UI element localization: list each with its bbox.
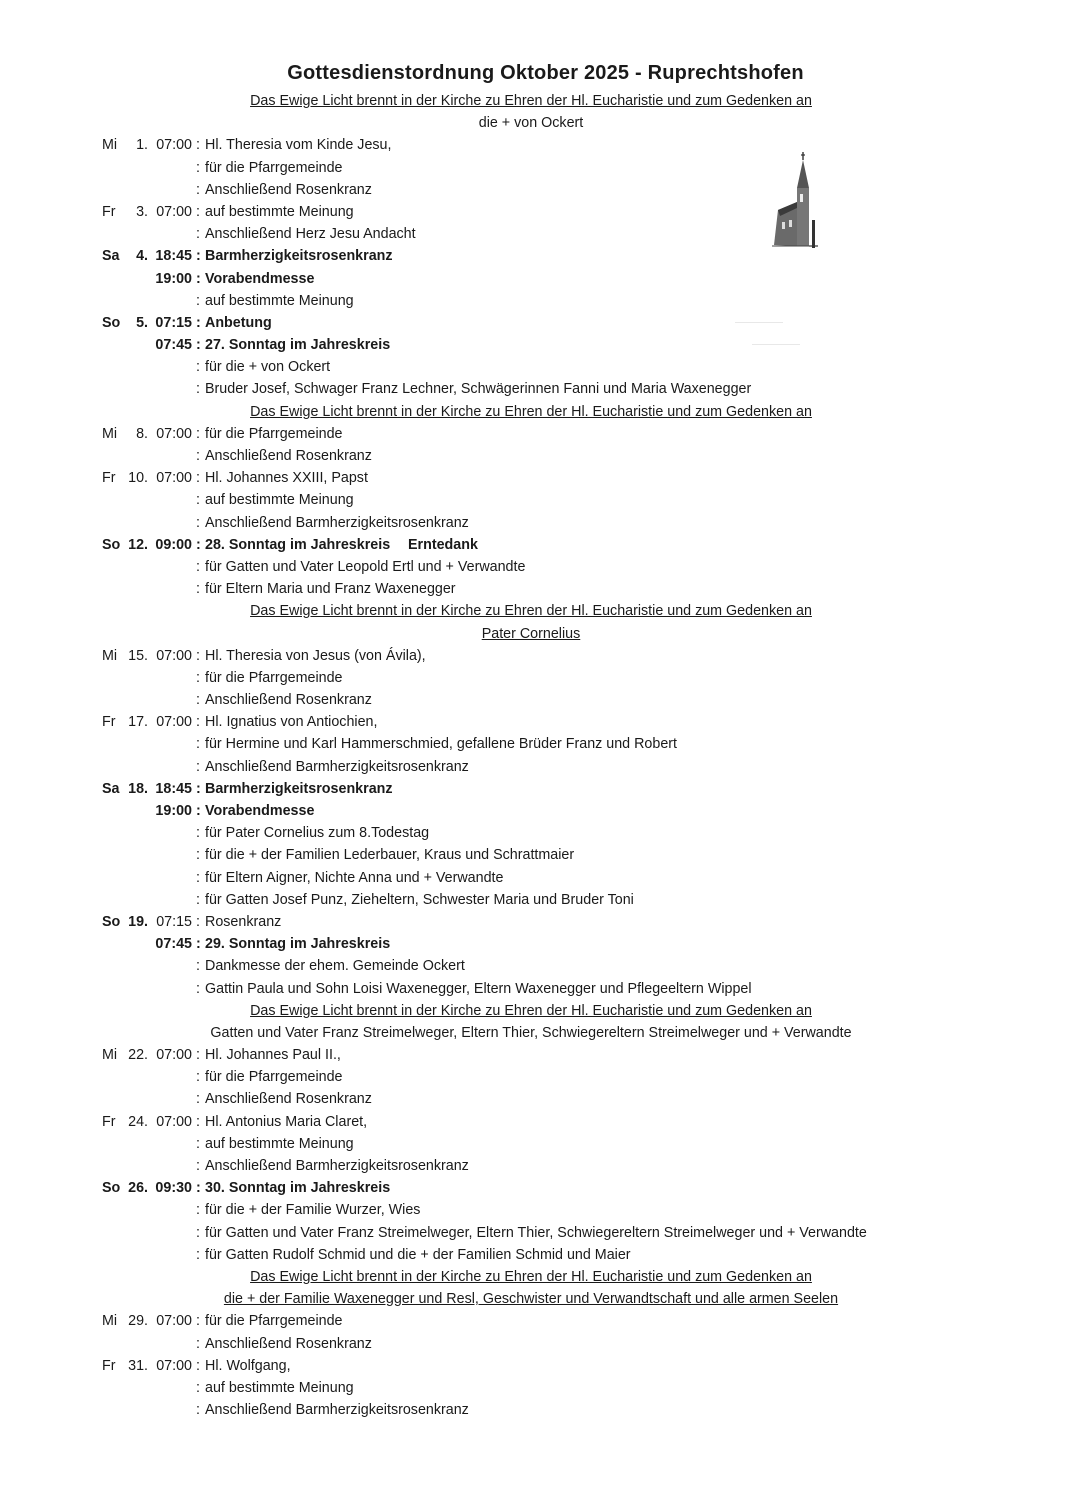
separator: :: [196, 692, 200, 709]
day-number: 19.: [128, 913, 148, 930]
separator: :: [196, 913, 200, 930]
entry-text: auf bestimmte Meinung: [205, 1135, 354, 1152]
note-text: Gatten und Vater Franz Streimelweger, Eltern Thier, Schwiegereltern Streimelweger und + Verwandte: [210, 1024, 852, 1041]
entry-text: auf bestimmte Meinung: [205, 292, 354, 309]
entry-text: Hl. Wolfgang,: [205, 1357, 291, 1374]
separator: :: [196, 758, 200, 775]
eternal-light-dedication: [0, 112, 1091, 134]
entry-text: Anschließend Barmherzigkeitsrosenkranz: [205, 1158, 469, 1174]
schedule-entry: [0, 800, 1091, 822]
separator: :: [196, 181, 200, 198]
separator: :: [196, 270, 201, 287]
day-number: 29.: [128, 1313, 148, 1330]
separator: :: [196, 558, 200, 575]
mass-time: 07:00: [156, 1357, 192, 1374]
schedule-entry: [0, 1355, 1091, 1377]
entry-text: für Gatten und Vater Franz Streimelweger, Eltern Thier, Schwiegereltern Streimelweger und + Verwandte: [205, 1224, 867, 1241]
weekday: Fr: [102, 714, 116, 731]
weekday: So: [102, 1180, 121, 1197]
entry-text: 30. Sonntag im Jahreskreis: [205, 1180, 391, 1197]
day-number: 15.: [128, 647, 148, 664]
schedule-intention: [0, 1133, 1091, 1155]
entry-text: für Hermine und Karl Hammerschmied, gefallene Brüder Franz und Robert: [205, 736, 678, 753]
mass-time: 07:45: [155, 936, 192, 953]
separator: :: [196, 1069, 200, 1086]
weekday: Fr: [102, 203, 116, 220]
schedule-intention: [0, 489, 1091, 511]
separator: :: [196, 1113, 200, 1130]
mass-time: 07:00: [156, 714, 192, 731]
weekday: Mi: [102, 647, 118, 664]
separator: :: [196, 1047, 200, 1064]
entry-text: Barmherzigkeitsrosenkranz: [205, 248, 393, 265]
separator: :: [196, 980, 200, 997]
entry-text: für die + der Familien Lederbauer, Kraus und Schrattmaier: [205, 847, 575, 864]
entry-text: Hl. Theresia vom Kinde Jesu,: [205, 137, 392, 154]
entry-text: für Eltern Aigner, Nichte Anna und + Verwandte: [205, 869, 504, 886]
separator: :: [196, 647, 200, 664]
day-number: 1.: [136, 137, 148, 154]
entry-text: Dankmesse der ehem. Gemeinde Ockert: [205, 958, 465, 975]
entry-text: für die Pfarrgemeinde: [205, 669, 343, 686]
separator: :: [196, 292, 200, 309]
separator: :: [196, 514, 200, 531]
schedule-intention: [0, 445, 1091, 467]
entry-text: Anschließend Rosenkranz: [205, 448, 372, 464]
separator: :: [196, 714, 200, 731]
separator: :: [196, 736, 200, 753]
schedule-entry: [0, 1044, 1091, 1066]
eternal-light-note: [0, 1000, 1091, 1022]
day-number: 8.: [136, 425, 148, 442]
schedule-intention: [0, 1377, 1091, 1399]
note-text: Das Ewige Licht brennt in der Kirche zu Ehren der Hl. Eucharistie und zum Gedenken an: [250, 93, 812, 109]
entry-text: Rosenkranz: [205, 913, 282, 930]
schedule-intention: [0, 1333, 1091, 1355]
schedule-intention: [0, 955, 1091, 977]
entry-text: für die Pfarrgemeinde: [205, 159, 343, 176]
entry-text: Barmherzigkeitsrosenkranz: [205, 780, 393, 797]
schedule-intention: [0, 689, 1091, 711]
note-text: Pater Cornelius: [481, 625, 581, 642]
separator: :: [196, 1313, 200, 1330]
weekday: Mi: [102, 1047, 118, 1064]
weekday: So: [102, 536, 121, 553]
weekday: Mi: [102, 1313, 118, 1330]
separator: :: [196, 1180, 201, 1197]
entry-text: Gattin Paula und Sohn Loisi Waxenegger, Eltern Waxenegger und Pflegeeltern Wippel: [205, 980, 752, 997]
separator: :: [196, 1246, 200, 1263]
day-number: 10.: [128, 470, 148, 487]
separator: :: [196, 1379, 200, 1396]
separator: :: [196, 1202, 200, 1219]
eternal-light-note: [0, 1288, 1091, 1310]
mass-time: 19:00: [155, 803, 192, 819]
eternal-light-note: [0, 401, 1091, 423]
eternal-light-note: [0, 90, 1091, 112]
separator: :: [196, 1135, 200, 1152]
separator: :: [196, 425, 200, 442]
day-number: 12.: [128, 536, 148, 553]
separator: :: [196, 1091, 200, 1108]
mass-time: 07:00: [156, 425, 192, 442]
day-number: 22.: [128, 1047, 148, 1064]
day-number: 18.: [128, 780, 148, 797]
mass-time: 07:15: [155, 314, 192, 331]
schedule-intention: [0, 889, 1091, 911]
entry-text: für die Pfarrgemeinde: [205, 425, 343, 442]
entry-text: Anschließend Herz Jesu Andacht: [205, 226, 416, 243]
entry-text: für die + der Familie Wurzer, Wies: [205, 1202, 421, 1219]
schedule-entry: [0, 1310, 1091, 1332]
entry-text: Anschließend Rosenkranz: [205, 1091, 372, 1108]
schedule-intention: [0, 1088, 1091, 1110]
weekday: So: [102, 314, 121, 331]
schedule-intention: [0, 1222, 1091, 1244]
separator: :: [196, 1357, 200, 1374]
schedule-intention: [0, 978, 1091, 1000]
mass-time: 09:30: [155, 1180, 192, 1197]
schedule-intention: [0, 290, 1091, 312]
separator: :: [196, 470, 200, 487]
schedule-intention: [0, 1244, 1091, 1266]
mass-time: 19:00: [155, 270, 192, 287]
schedule-intention: [0, 867, 1091, 889]
schedule-intention: [0, 667, 1091, 689]
separator: :: [196, 1224, 200, 1241]
schedule-entry: [0, 423, 1091, 445]
mass-time: 07:00: [156, 647, 192, 664]
schedule-intention: [0, 179, 1091, 201]
day-number: 17.: [128, 714, 148, 731]
entry-text: Anschließend Rosenkranz: [205, 181, 372, 198]
separator: :: [196, 847, 200, 864]
entry-text: Anschließend Rosenkranz: [205, 692, 372, 709]
schedule-intention: [0, 378, 1091, 400]
schedule-intention: [0, 1066, 1091, 1088]
eternal-light-note: [0, 623, 1091, 645]
schedule-intention: [0, 844, 1091, 866]
separator: :: [196, 581, 200, 598]
entry-text: für die + von Ockert: [205, 359, 331, 376]
separator: :: [196, 337, 201, 354]
separator: :: [196, 936, 201, 953]
entry-text: für Gatten Rudolf Schmid und die + der Familien Schmid und Maier: [205, 1246, 631, 1263]
mass-time: 07:00: [156, 470, 192, 487]
entry-text: für Pater Cornelius zum 8.Todestag: [205, 825, 430, 842]
separator: :: [196, 359, 200, 376]
mass-time: 07:00: [156, 1113, 192, 1130]
entry-text: Anschließend Barmherzigkeitsrosenkranz: [205, 514, 469, 531]
entry-text: Vorabendmesse: [205, 270, 315, 287]
entry-text: Bruder Josef, Schwager Franz Lechner, Schwägerinnen Fanni und Maria Waxenegger: [205, 381, 752, 398]
mass-time: 07:00: [156, 1047, 192, 1064]
eternal-light-dedication: [0, 1022, 1091, 1044]
separator: :: [196, 669, 200, 686]
entry-text: Hl. Ignatius von Antiochien,: [205, 714, 378, 731]
schedule-entry: [0, 334, 1091, 356]
schedule-entry: [0, 711, 1091, 733]
schedule-entry: [0, 268, 1091, 290]
entry-text: für die Pfarrgemeinde: [205, 1069, 343, 1086]
note-text: Das Ewige Licht brennt in der Kirche zu Ehren der Hl. Eucharistie und zum Gedenken an: [250, 1002, 812, 1019]
separator: :: [196, 314, 201, 331]
separator: :: [196, 448, 200, 464]
mass-time: 07:00: [156, 137, 192, 154]
separator: :: [196, 780, 201, 797]
day-number: 31.: [128, 1357, 148, 1374]
weekday: Mi: [102, 425, 118, 442]
entry-text: für Gatten und Vater Leopold Ertl und + Verwandte: [205, 558, 526, 575]
note-text: die + von Ockert: [478, 115, 584, 132]
mass-time: 18:45: [155, 248, 192, 265]
weekday: So: [102, 913, 121, 930]
entry-text: Hl. Antonius Maria Claret,: [205, 1113, 368, 1130]
weekday: Fr: [102, 470, 116, 487]
schedule-list: [0, 90, 1091, 1421]
entry-text: Hl. Theresia von Jesus (von Ávila),: [205, 647, 426, 664]
mass-time: 18:45: [155, 780, 192, 797]
schedule-entry: [0, 911, 1091, 933]
schedule-entry: [0, 645, 1091, 667]
page-title: Gottesdienstordnung Oktober 2025 - Ruprechtshofen: [287, 62, 804, 84]
schedule-entry: [0, 467, 1091, 489]
eternal-light-note: [0, 600, 1091, 622]
schedule-intention: [0, 556, 1091, 578]
note-text: die + der Familie Waxenegger und Resl, Geschwister und Verwandtschaft und alle armen Seelen: [223, 1291, 839, 1308]
separator: :: [196, 803, 201, 819]
schedule-intention: [0, 822, 1091, 844]
day-number: 4.: [136, 248, 148, 265]
entry-text: für die Pfarrgemeinde: [205, 1313, 343, 1330]
entry-text: Anschließend Barmherzigkeitsrosenkranz: [205, 1402, 469, 1419]
schedule-intention: [0, 1155, 1091, 1177]
schedule-entry: [0, 534, 1091, 556]
mass-time: 09:00: [155, 536, 192, 553]
entry-text: Hl. Johannes XXIII, Papst: [205, 470, 368, 487]
entry-text: Anschließend Barmherzigkeitsrosenkranz: [205, 758, 469, 775]
entry-text: Vorabendmesse: [205, 803, 315, 819]
weekday: Mi: [102, 137, 118, 154]
entry-extra: Erntedank: [408, 536, 478, 553]
separator: :: [196, 825, 200, 842]
separator: :: [196, 1158, 200, 1174]
entry-text: Hl. Johannes Paul II.,: [205, 1047, 341, 1064]
schedule-intention: [0, 223, 1091, 245]
separator: :: [196, 137, 200, 154]
schedule-entry: [0, 201, 1091, 223]
mass-time: 07:00: [156, 1313, 192, 1330]
separator: :: [196, 536, 201, 553]
weekday: Fr: [102, 1113, 116, 1130]
schedule-intention: [0, 578, 1091, 600]
schedule-entry: [0, 312, 1091, 334]
entry-text: auf bestimmte Meinung: [205, 1379, 354, 1396]
schedule-intention: [0, 1399, 1091, 1421]
separator: :: [196, 248, 201, 265]
entry-text: auf bestimmte Meinung: [205, 203, 354, 220]
schedule-entry: [0, 134, 1091, 156]
weekday: Sa: [102, 248, 120, 265]
entry-text: Anbetung: [205, 314, 272, 331]
weekday: Fr: [102, 1357, 116, 1374]
day-number: 3.: [136, 203, 148, 220]
schedule-entry: [0, 1111, 1091, 1133]
day-number: 26.: [128, 1180, 148, 1197]
entry-text: auf bestimmte Meinung: [205, 492, 354, 509]
separator: :: [196, 492, 200, 509]
day-number: 5.: [136, 314, 148, 331]
schedule-entry: [0, 933, 1091, 955]
separator: :: [196, 958, 200, 975]
mass-time: 07:45: [155, 337, 192, 354]
schedule-entry: [0, 778, 1091, 800]
separator: :: [196, 203, 200, 220]
entry-text: Anschließend Rosenkranz: [205, 1335, 372, 1352]
schedule-intention: [0, 512, 1091, 534]
schedule-intention: [0, 733, 1091, 755]
schedule-entry: [0, 1177, 1091, 1199]
separator: :: [196, 226, 200, 243]
mass-time: 07:00: [156, 203, 192, 220]
separator: :: [196, 869, 200, 886]
entry-text: 29. Sonntag im Jahreskreis: [205, 936, 391, 953]
entry-text: für Eltern Maria und Franz Waxenegger: [205, 581, 456, 598]
schedule-intention: [0, 1199, 1091, 1221]
separator: :: [196, 891, 200, 908]
entry-text: für Gatten Josef Punz, Zieheltern, Schwester Maria und Bruder Toni: [205, 891, 634, 908]
separator: :: [196, 159, 200, 176]
eternal-light-note: [0, 1266, 1091, 1288]
schedule-intention: [0, 756, 1091, 778]
entry-text: 28. Sonntag im Jahreskreis: [205, 536, 391, 553]
separator: :: [196, 1335, 200, 1352]
note-text: Das Ewige Licht brennt in der Kirche zu Ehren der Hl. Eucharistie und zum Gedenken an: [250, 403, 812, 420]
schedule-intention: [0, 356, 1091, 378]
schedule-entry: [0, 245, 1091, 267]
note-text: Das Ewige Licht brennt in der Kirche zu Ehren der Hl. Eucharistie und zum Gedenken an: [250, 603, 812, 620]
weekday: Sa: [102, 780, 120, 797]
note-text: Das Ewige Licht brennt in der Kirche zu Ehren der Hl. Eucharistie und zum Gedenken an: [250, 1268, 812, 1285]
schedule-intention: [0, 157, 1091, 179]
entry-text: 27. Sonntag im Jahreskreis: [205, 337, 391, 354]
separator: :: [196, 381, 200, 398]
separator: :: [196, 1402, 200, 1419]
mass-time: 07:15: [156, 913, 192, 930]
day-number: 24.: [128, 1113, 148, 1130]
